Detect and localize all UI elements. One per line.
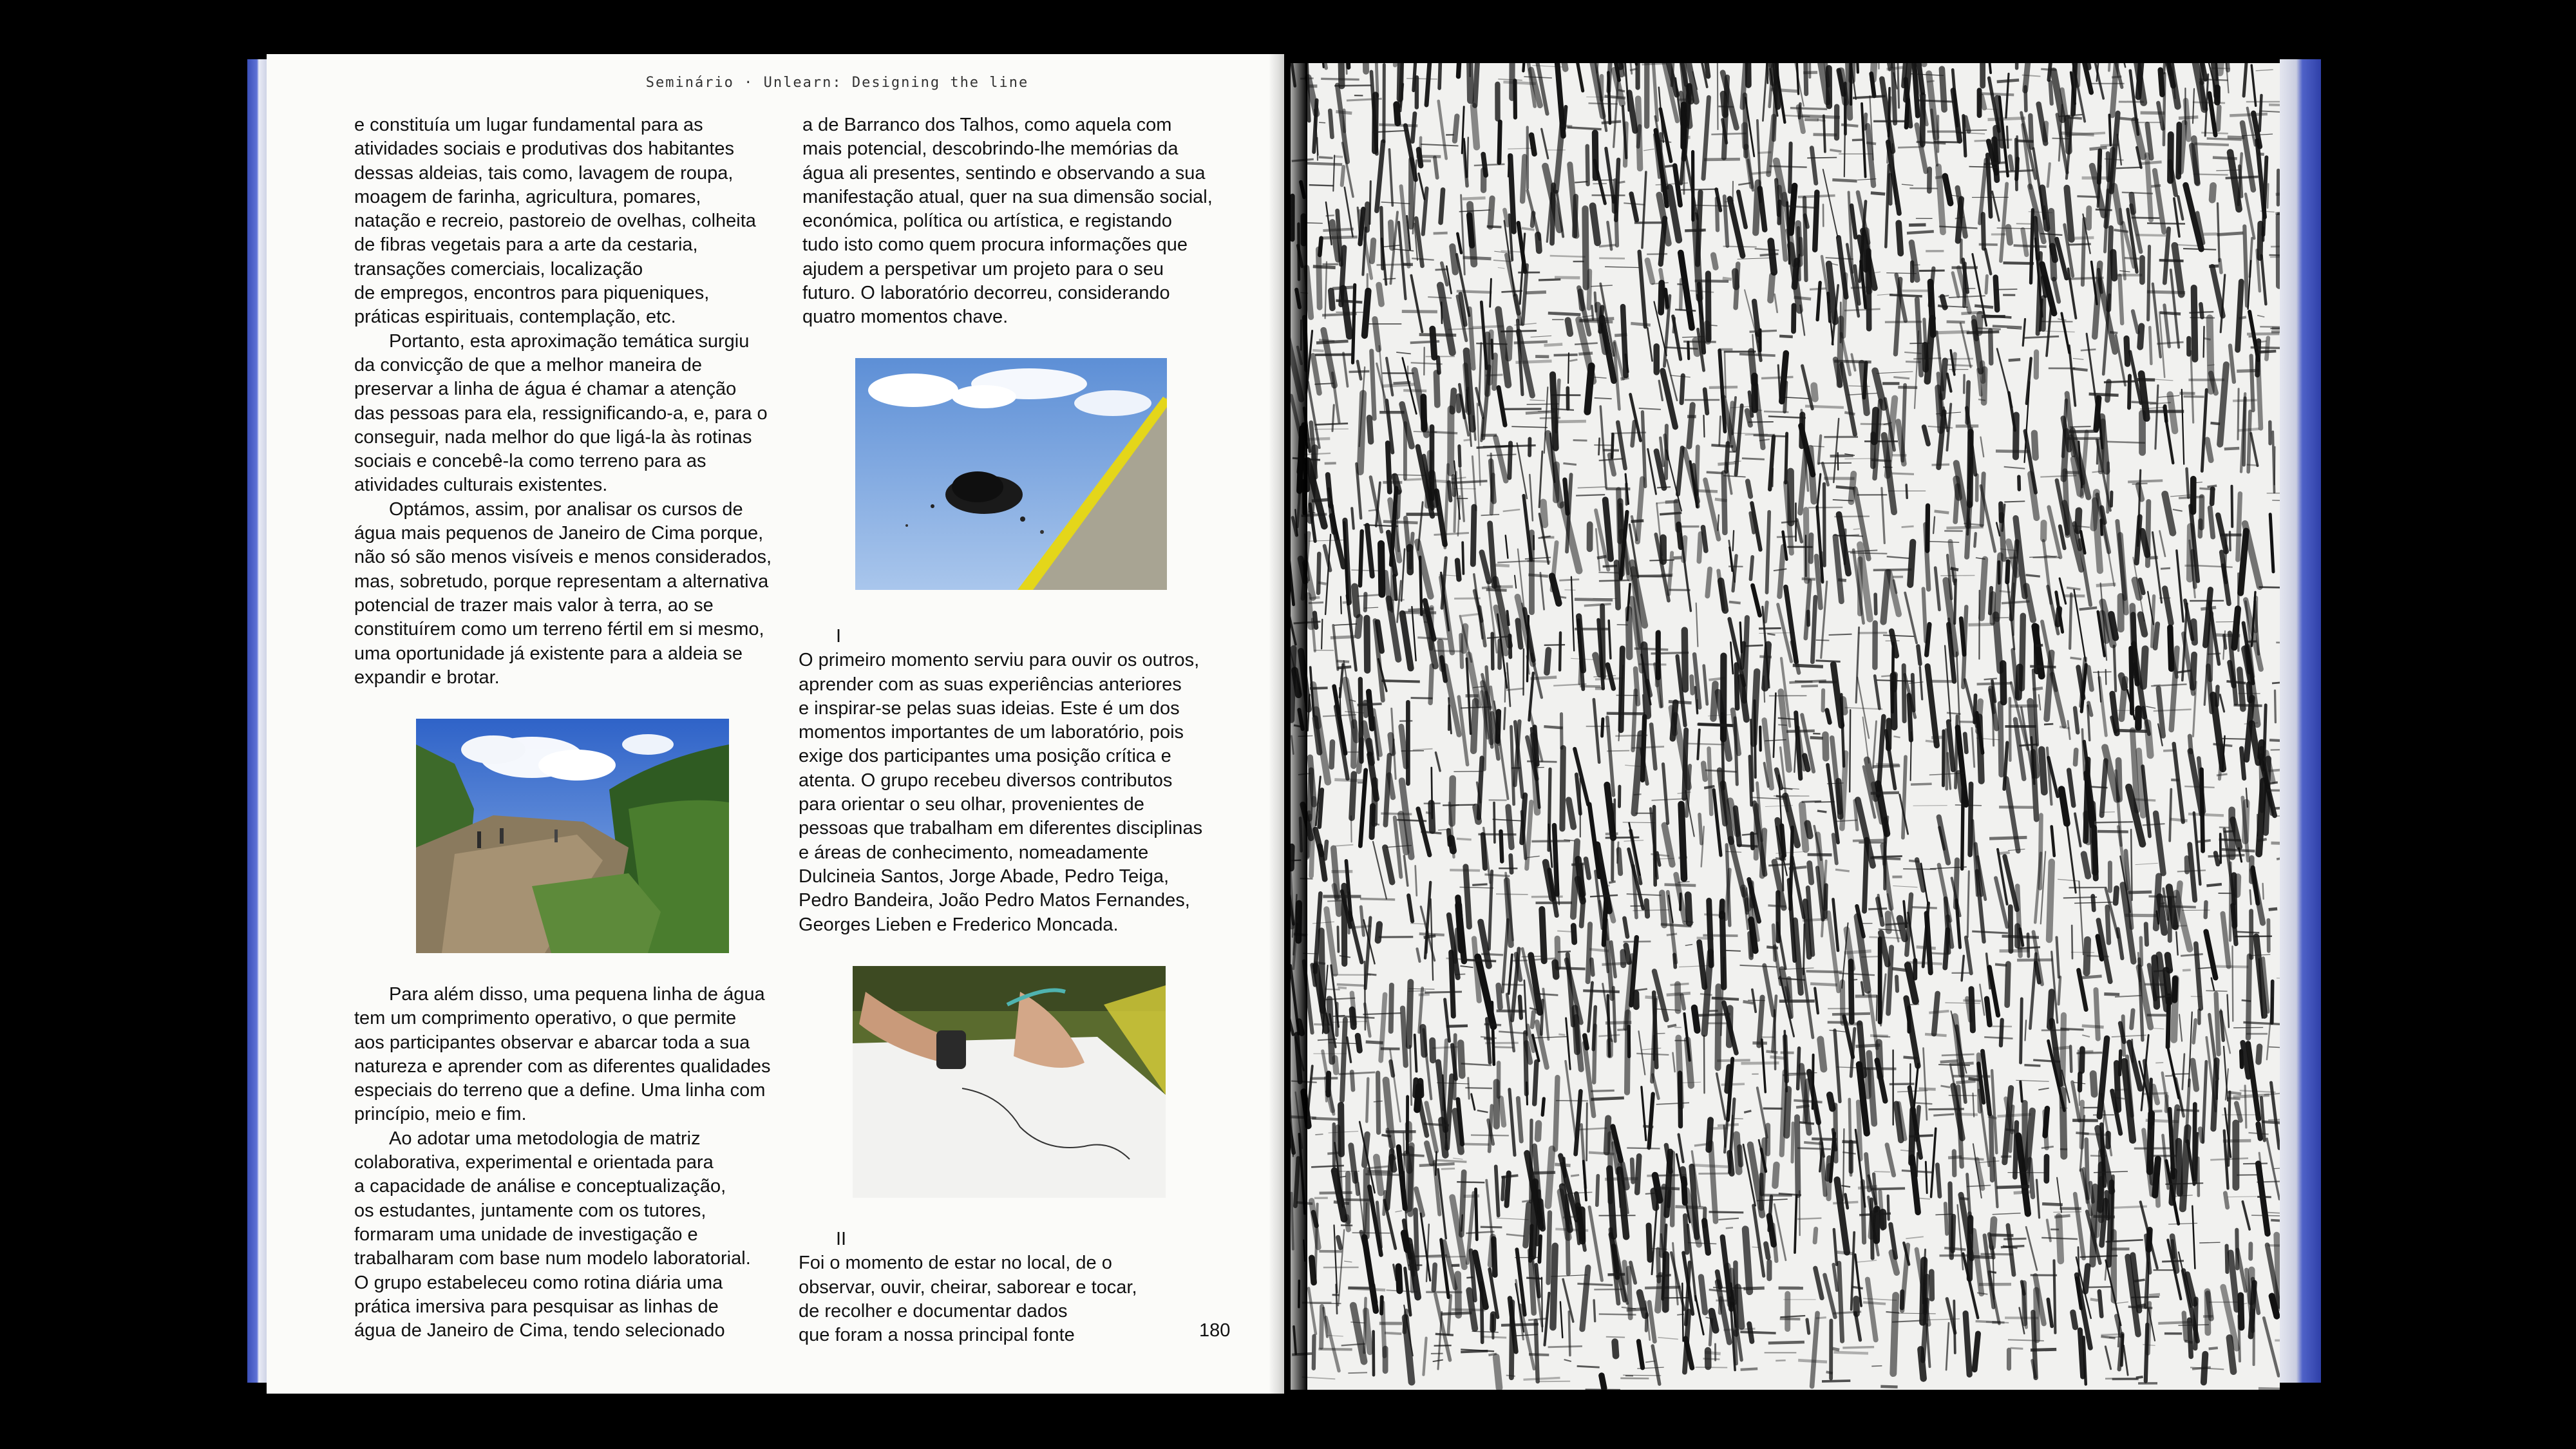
text-line: para orientar o seu olhar, provenientes de	[799, 794, 1144, 815]
ink-brush-texture	[1291, 63, 2280, 1390]
text-line: Pedro Bandeira, João Pedro Matos Fernandes,	[799, 890, 1190, 911]
text-line: água ali presentes, sentindo e observando a sua	[802, 162, 1206, 184]
text-line: potencial de trazer mais valor à terra, ao se	[354, 594, 714, 616]
book-gutter	[1269, 54, 1307, 1394]
text-line: Portanto, esta aproximação temática surgiu	[389, 330, 750, 352]
text-line: futuro. O laboratório decorreu, considerando	[802, 283, 1170, 304]
text-line: constituírem como um terreno fértil em si mesmo,	[354, 619, 764, 640]
text-line: momentos importantes de um laboratório, pois	[799, 722, 1184, 743]
text-line: Georges Lieben e Frederico Moncada.	[799, 914, 1119, 935]
text-line: e áreas de conhecimento, nomeadamente	[799, 842, 1149, 863]
text-line: que foram a nossa principal fonte	[799, 1325, 1075, 1346]
text-line: uma oportunidade já existente para a aldeia se	[354, 643, 743, 664]
text-line: Ao adotar uma metodologia de matriz	[389, 1128, 701, 1149]
text-line: preservar a linha de água é chamar a atenção	[354, 379, 737, 400]
photo-dirt-path-hillside	[416, 719, 729, 953]
text-line: princípio, meio e fim.	[354, 1104, 527, 1125]
text-line: a capacidade de análise e conceptualização,	[354, 1176, 726, 1197]
text-line: natação e recreio, pastoreio de ovelhas, colheita	[354, 211, 756, 232]
text-column-right-top	[802, 113, 1240, 330]
section-numeral: II	[836, 1229, 847, 1249]
text-line: exige dos participantes uma posição crítica e	[799, 746, 1171, 767]
text-line: e inspirar-se pelas suas ideias. Este é um dos	[799, 697, 1180, 719]
text-line: sociais e concebê-la como terreno para as	[354, 451, 706, 472]
text-line: aprender com as suas experiências anteriores	[799, 674, 1182, 695]
text-line: de fibras vegetais para a arte da cestaria,	[354, 234, 698, 256]
text-line: Para além disso, uma pequena linha de água	[389, 984, 765, 1005]
text-line: água de Janeiro de Cima, tendo selecionado	[354, 1320, 725, 1341]
text-line: práticas espirituais, contemplação, etc.	[354, 307, 676, 328]
section-two	[799, 1227, 1236, 1347]
text-line: mas, sobretudo, porque representam a alternativa	[354, 571, 769, 592]
section-one	[799, 625, 1236, 937]
text-line: da convicção de que a melhor maneira de	[354, 354, 703, 375]
text-line: quatro momentos chave.	[802, 307, 1009, 328]
text-line: económica, política ou artística, e registando	[802, 211, 1172, 232]
page-stack-right	[2280, 59, 2321, 1383]
text-line: das pessoas para ela, ressignificando-a, e, para o	[354, 402, 768, 424]
text-line: água mais pequenos de Janeiro de Cima porque,	[354, 523, 764, 544]
text-line: colaborativa, experimental e orientada para	[354, 1152, 714, 1173]
text-line: tudo isto como quem procura informações que	[802, 234, 1188, 256]
text-line: especiais do terreno que a define. Uma linha com	[354, 1080, 766, 1101]
text-line: de empregos, encontros para piqueniques,	[354, 283, 710, 304]
photo-hands-drawing	[853, 966, 1166, 1198]
text-line: pessoas que trabalham em diferentes disciplinas	[799, 818, 1203, 839]
section-numeral: I	[836, 626, 842, 647]
text-line: formaram uma unidade de investigação e	[354, 1224, 698, 1245]
running-head: Seminário · Unlearn: Designing the line	[645, 75, 1029, 91]
right-page-ink-drawing	[1291, 63, 2280, 1390]
text-line: observar, ouvir, cheirar, saborear e tocar,	[799, 1276, 1137, 1298]
text-line: Dulcineia Santos, Jorge Abade, Pedro Teiga,	[799, 866, 1170, 887]
text-line: a de Barranco dos Talhos, como aquela com	[802, 115, 1172, 135]
text-line: tem um comprimento operativo, o que permite	[354, 1008, 737, 1029]
text-line: trabalharam com base num modelo laboratorial.	[354, 1248, 751, 1269]
page-stack-left	[247, 59, 267, 1383]
text-line: os estudantes, juntamente com os tutores,	[354, 1200, 706, 1221]
text-column-left-bottom	[354, 983, 792, 1343]
text-line: atividades culturais existentes.	[354, 475, 608, 496]
text-line: expandir e brotar.	[354, 667, 500, 688]
photo-soil-pile-sky	[855, 358, 1167, 590]
text-line: O grupo estabeleceu como rotina diária uma	[354, 1272, 723, 1293]
text-line: ajudem a perspetivar um projeto para o seu	[802, 258, 1164, 279]
text-line: natureza e aprender com as diferentes qualidades	[354, 1056, 771, 1077]
text-line: atividades sociais e produtivas dos habitantes	[354, 138, 735, 160]
text-line: Foi o momento de estar no local, de o	[799, 1253, 1112, 1274]
text-line: conseguir, nada melhor do que ligá-la às rotinas	[354, 426, 752, 448]
text-line: aos participantes observar e abarcar toda a sua	[354, 1032, 750, 1053]
text-line: prática imersiva para pesquisar as linhas de	[354, 1296, 719, 1317]
text-line: mais potencial, descobrindo-lhe memórias da	[802, 138, 1179, 160]
text-line: Optámos, assim, por analisar os cursos de	[389, 498, 743, 520]
text-line: e constituía um lugar fundamental para as	[354, 115, 703, 135]
text-line: transações comerciais, localização	[354, 258, 643, 279]
text-line: de recolher e documentar dados	[799, 1300, 1068, 1321]
text-column-left-top	[354, 113, 792, 690]
text-line: atenta. O grupo recebeu diversos contributos	[799, 770, 1173, 791]
text-line: não só são menos visíveis e menos considerados,	[354, 547, 772, 568]
text-line: O primeiro momento serviu para ouvir os outros,	[799, 650, 1200, 671]
text-line: manifestação atual, quer na sua dimensão social,	[802, 186, 1213, 207]
text-line: dessas aldeias, tais como, lavagem de roupa,	[354, 162, 734, 184]
text-line: moagem de farinha, agricultura, pomares,	[354, 186, 701, 207]
page-number: 180	[1199, 1320, 1231, 1341]
